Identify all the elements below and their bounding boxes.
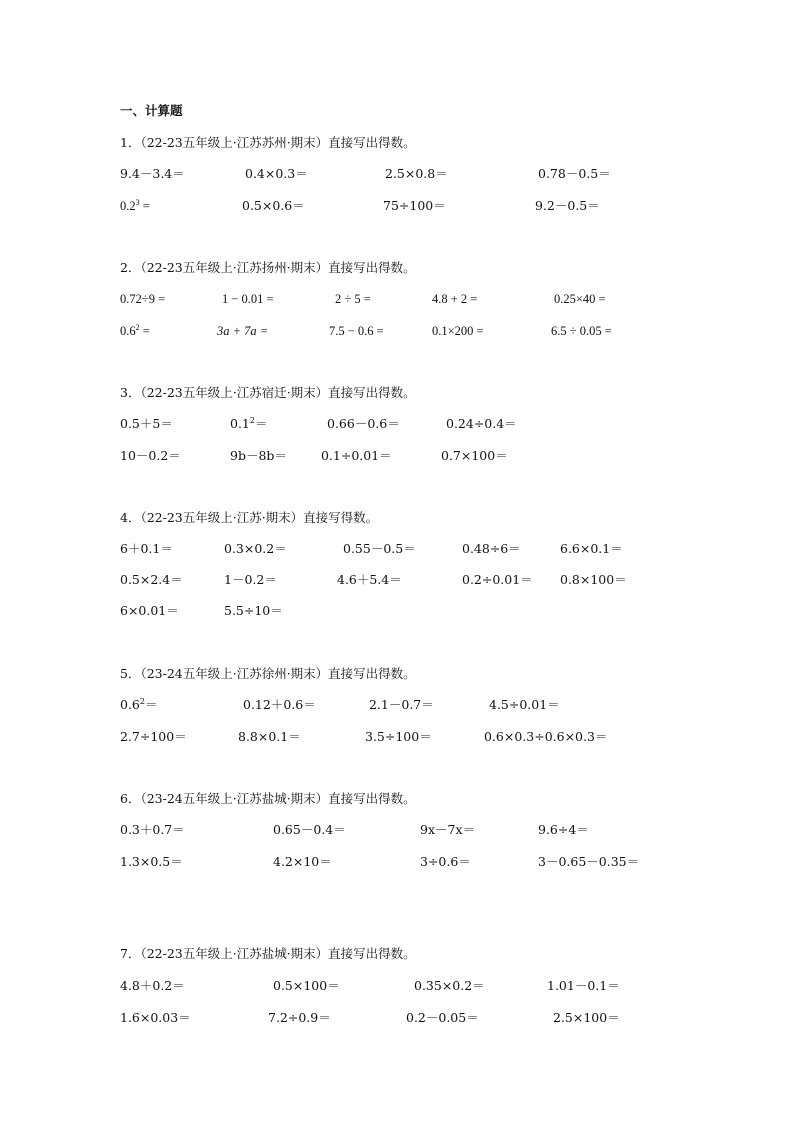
q1-problem: 0.5×0.6＝ xyxy=(242,198,305,213)
q7-problem: 1.6×0.03＝ xyxy=(120,1010,191,1025)
q2-problem: 1 − 0.01 = xyxy=(222,292,274,306)
q6-problem: 0.3＋0.7＝ xyxy=(120,822,185,837)
q2-problem: 0.1×200 = xyxy=(432,324,484,338)
q6-problem: 9.6÷4＝ xyxy=(538,822,589,837)
question-4-label: 4．（22-23五年级上·江苏·期末）直接写得数。 xyxy=(120,510,379,525)
q7-problem: 4.8＋0.2＝ xyxy=(120,978,185,993)
q4-problem: 0.48÷6＝ xyxy=(462,541,521,556)
q6-problem: 0.65－0.4＝ xyxy=(273,822,346,837)
q5-problem: 2.1－0.7＝ xyxy=(369,697,434,712)
q2-problem-power: $0.6^2$ = xyxy=(120,323,150,338)
q6-problem: 1.3×0.5＝ xyxy=(120,854,183,869)
q1-problem: 9.2－0.5＝ xyxy=(535,198,600,213)
q5-problem: 0.6×0.3÷0.6×0.3＝ xyxy=(484,729,608,744)
question-1-label: 1．（22-23五年级上·江苏苏州·期末）直接写出得数。 xyxy=(120,135,416,150)
q1-problem: 9.4－3.4＝ xyxy=(120,166,185,181)
q7-problem: 1.01－0.1＝ xyxy=(547,978,620,993)
q1-problem-power: $0.2^3$ = xyxy=(120,198,150,213)
q3-problem: 0.5＋5＝ xyxy=(120,416,173,431)
q1-problem: 75÷100＝ xyxy=(383,198,446,213)
q1-problem: 0.4×0.3＝ xyxy=(245,166,308,181)
q5-problem: 3.5÷100＝ xyxy=(365,729,432,744)
q3-problem: 0.7×100＝ xyxy=(441,448,508,463)
q5-problem: 0.12＋0.6＝ xyxy=(243,697,316,712)
q7-problem: 7.2÷0.9＝ xyxy=(268,1010,331,1025)
q2-problem: 3a + 7a = xyxy=(217,324,269,338)
q4-problem: 0.3×0.2＝ xyxy=(224,541,287,556)
q5-problem: 8.8×0.1＝ xyxy=(238,729,301,744)
q1-problem: 2.5×0.8＝ xyxy=(385,166,448,181)
section-title: 一、计算题 xyxy=(120,103,183,118)
q5-problem: 4.5÷0.01＝ xyxy=(489,697,560,712)
q6-problem: 4.2×10＝ xyxy=(273,854,332,869)
q3-problem: 0.1÷0.01＝ xyxy=(321,448,392,463)
q7-problem: 2.5×100＝ xyxy=(553,1010,620,1025)
q3-problem: 9b－8b＝ xyxy=(230,448,287,463)
q2-problem: 0.25×40 = xyxy=(554,292,606,306)
question-2-label: 2．（22-23五年级上·江苏扬州·期末）直接写出得数。 xyxy=(120,260,416,275)
q6-problem: 3－0.65－0.35＝ xyxy=(538,854,640,869)
q3-problem: 0.66－0.6＝ xyxy=(327,416,400,431)
q4-problem: 0.5×2.4＝ xyxy=(120,572,183,587)
q7-problem: 0.2－0.05＝ xyxy=(406,1010,479,1025)
q4-problem: 6×0.01＝ xyxy=(120,603,179,618)
q3-problem: 0.24÷0.4＝ xyxy=(446,416,517,431)
question-3-label: 3．（22-23五年级上·江苏宿迁·期末）直接写出得数。 xyxy=(120,385,416,400)
q4-problem: 5.5÷10＝ xyxy=(224,603,283,618)
q2-problem: 6.5 ÷ 0.05 = xyxy=(551,324,612,338)
q5-problem-power: $0.6^2=$ xyxy=(120,697,158,712)
question-5-label: 5．（23-24五年级上·江苏徐州·期末）直接写出得数。 xyxy=(120,666,416,681)
q4-problem: 6.6×0.1＝ xyxy=(560,541,623,556)
q1-problem: 0.78－0.5＝ xyxy=(538,166,611,181)
q7-problem: 0.35×0.2＝ xyxy=(414,978,485,993)
q4-problem: 0.8×100＝ xyxy=(560,572,627,587)
q5-problem: 2.7÷100＝ xyxy=(120,729,187,744)
q2-problem: 0.72÷9 = xyxy=(120,292,166,306)
question-6-label: 6．（23-24五年级上·江苏盐城·期末）直接写出得数。 xyxy=(120,791,416,806)
q7-problem: 0.5×100＝ xyxy=(273,978,340,993)
q3-problem: 10－0.2＝ xyxy=(120,448,181,463)
q2-problem: 4.8 + 2 = xyxy=(432,292,478,306)
q4-problem: 0.55－0.5＝ xyxy=(343,541,416,556)
q4-problem: 4.6＋5.4＝ xyxy=(337,572,402,587)
q2-problem: 2 ÷ 5 = xyxy=(335,292,371,306)
q6-problem: 3÷0.6＝ xyxy=(420,854,471,869)
q6-problem: 9x－7x＝ xyxy=(420,822,476,837)
q4-problem: 1－0.2＝ xyxy=(224,572,277,587)
q4-problem: 6＋0.1＝ xyxy=(120,541,173,556)
q4-problem: 0.2÷0.01＝ xyxy=(462,572,533,587)
q2-problem: 7.5 − 0.6 = xyxy=(329,324,384,338)
question-7-label: 7．（22-23五年级上·江苏盐城·期末）直接写出得数。 xyxy=(120,946,416,961)
q3-problem-power: $0.1^2=$ xyxy=(230,416,268,431)
